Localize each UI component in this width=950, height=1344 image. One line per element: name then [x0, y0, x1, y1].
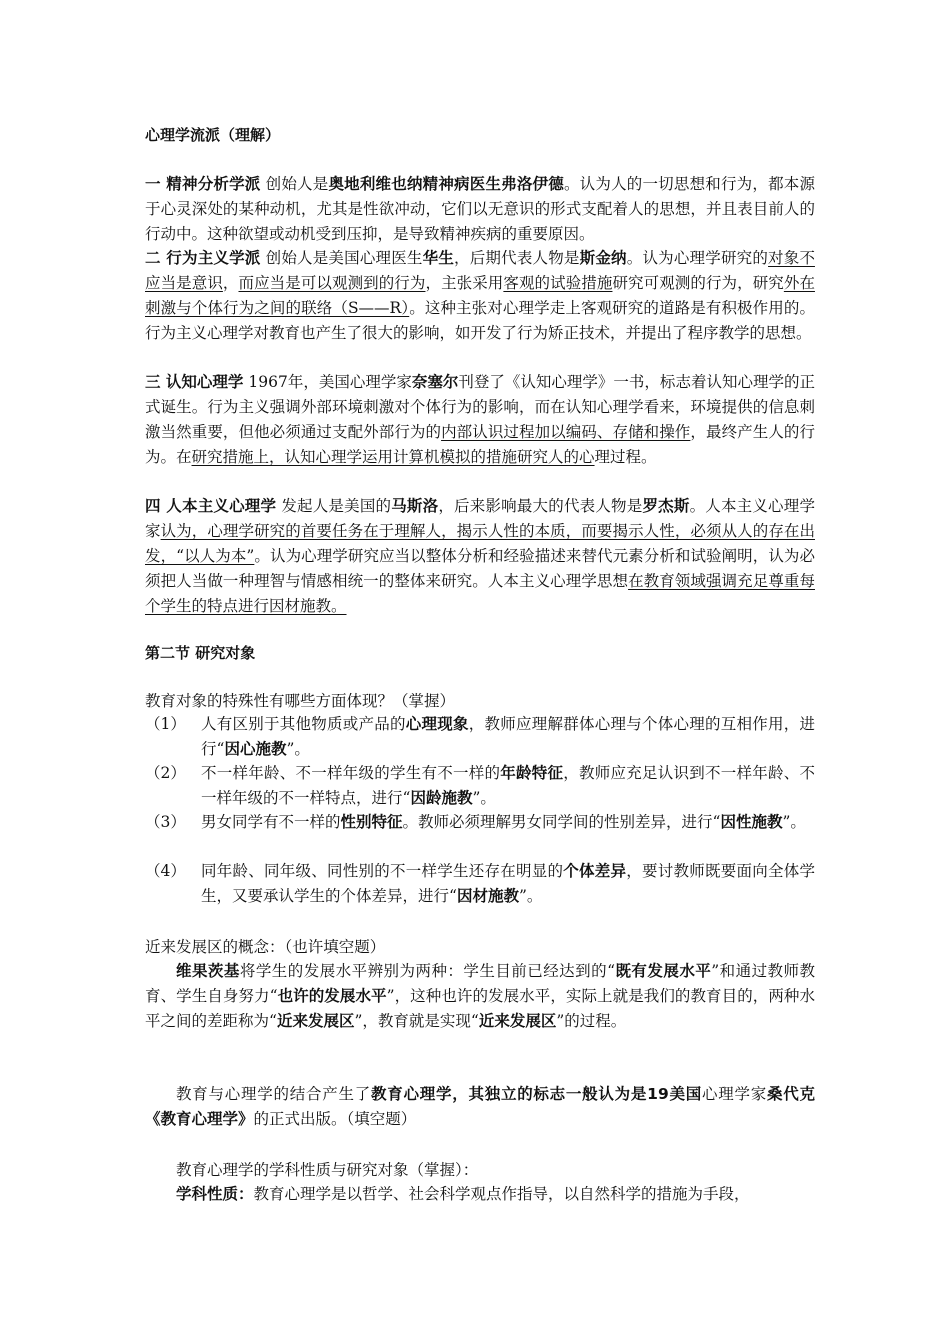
school-humanistic: 四 人本主义心理学 发起人是美国的马斯洛，后来影响最大的代表人物是罗杰斯。人本主义心理学家认为，心理学研究的首要任务在于理解人，揭示人性的本质，而要揭示人性，必须从人的存在出发，“以人为本”。认为心理学研究应当以整体分析和经验描述来替代元素分析和试验阐明，认为必须把人当做一种理智与情感相统一的整体来研究。人本主义心理学思想在教育领域强调充足尊重每个学生的特点进行因材施教。: [145, 497, 815, 615]
nature-heading: 教育心理学的学科性质与研究对象（掌握）：: [176, 1161, 479, 1179]
list-item: （2） 不一样年龄、不一样年级的学生有不一样的年龄特征，教师应充足认识到不一样年龄、不一样年级的不一样特点，进行“因龄施教”。: [145, 761, 815, 811]
school-behaviorism: 二 行为主义学派 创始人是美国心理医生华生，后期代表人物是斯金纳。认为心理学研究的对象不应当是意识，而应当是可以观测到的行为，主张采用客观的试验措施研究可观测的行为，研究外在刺激与个体行为之间的联络（S——R）。这种主张对心理学走上客观研究的道路是有积极作用的。行为主义心理学对教育也产生了很大的影响，如开发了行为矫正技术，并提出了程序教学的思想。: [145, 249, 815, 342]
school-cognitive: 三 认知心理学 1967年，美国心理学家奈塞尔刊登了《认知心理学》一书，标志着认知心理学的正式诞生。行为主义强调外部环境刺激对个体行为的影响，而在认知心理学看来，环境提供的信息刺激当然重要，但他必须通过支配外部行为的内部认识过程加以编码、存储和操作，最终产生人的行为。在研究措施上，认知心理学运用计算机模拟的措施研究人的心理过程。: [145, 373, 815, 466]
edu-psy-paragraph: 教育与心理学的结合产生了教育心理学，其独立的标志一般认为是19美国心理学家桑代克《教育心理学》的正式出版。（填空题）: [145, 1085, 815, 1128]
page-title: 心理学流派（理解）: [145, 126, 281, 144]
school-name: 一 精神分析学派: [145, 175, 261, 193]
school-name: 四 人本主义心理学: [145, 497, 277, 515]
zpd-paragraph: 维果茨基将学生的发展水平辨别为两种：学生目前已经达到的“既有发展水平”和通过教师教育、学生自身努力“也许的发展水平”，这种也许的发展水平，实际上就是我们的教育目的，两种水平之间的差距称为“近来发展区”，教育就是实现“近来发展区”的过程。: [145, 962, 815, 1030]
school-name: 二 行为主义学派: [145, 249, 261, 267]
item-number: （3）: [145, 813, 186, 831]
list-item: （1） 人有区别于其他物质或产品的心理现象，教师应理解群体心理与个体心理的互相作用，进行“因心施教”。: [145, 712, 815, 762]
school-name: 三 认知心理学: [145, 373, 244, 391]
list-item: （4） 同年龄、同年级、同性别的不一样学生还存在明显的个体差异，要讨教师既要面向全体学生，又要承认学生的个体差异，进行“因材施教”。: [145, 859, 815, 909]
nature-paragraph: 学科性质：教育心理学是以哲学、社会科学观点作指导，以自然科学的措施为手段，: [176, 1185, 750, 1203]
question-heading: 教育对象的特殊性有哪些方面体现？（掌握）: [145, 692, 456, 710]
school-psychoanalysis: 一 精神分析学派 创始人是奥地利维也纳精神病医生弗洛伊德。认为人的一切思想和行为，都本源于心灵深处的某种动机，尤其是性欲冲动，它们以无意识的形式支配着人的思想，并且表目前人的行动中。这种欲望或动机受到压抑，是导致精神疾病的重要原因。: [145, 175, 815, 243]
list-item: （3） 男女同学有不一样的性别特征。教师必须理解男女同学间的性别差异，进行“因性施教”。: [145, 810, 815, 835]
item-number: （1）: [145, 715, 186, 733]
zpd-heading: 近来发展区的概念：（也许填空题）: [145, 938, 386, 956]
section-heading: 第二节 研究对象: [145, 644, 256, 662]
item-number: （4）: [145, 862, 186, 880]
item-number: （2）: [145, 764, 186, 782]
